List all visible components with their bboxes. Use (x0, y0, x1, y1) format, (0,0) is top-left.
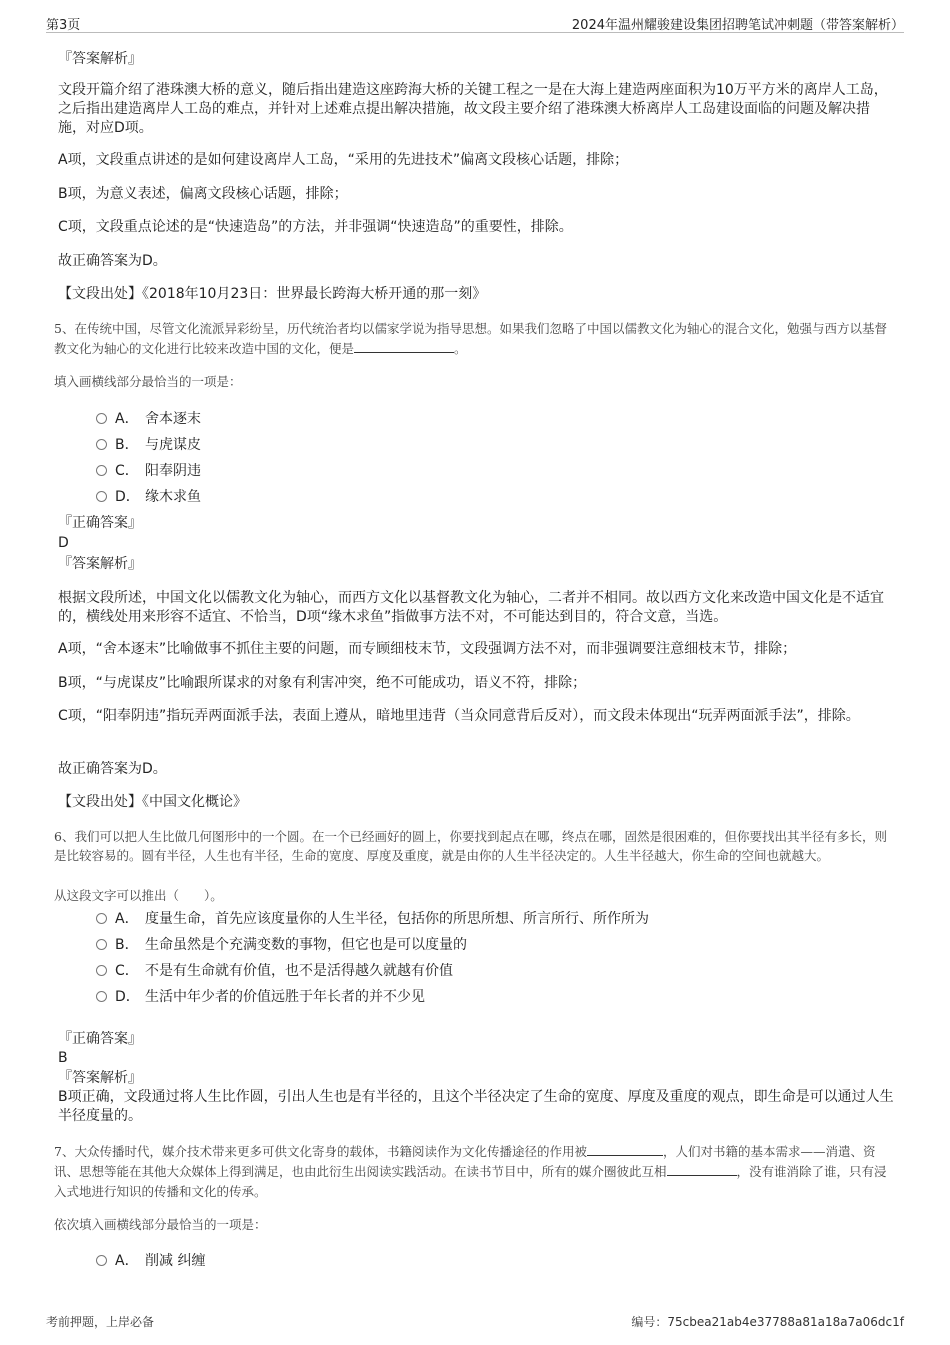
q5-prompt: 填入画横线部分最恰当的一项是： (54, 374, 242, 389)
q5-source: 【文段出处】《中国文化概论》 (58, 794, 247, 810)
radio-icon[interactable] (96, 965, 107, 976)
q7-blank-2 (667, 1162, 737, 1176)
q7-prompt: 依次填入画横线部分最恰当的一项是： (54, 1217, 267, 1232)
prev-option-b-analysis: B项，为意义表述，偏离文段核心话题，排除； (58, 186, 348, 202)
q6-answer-label: 『正确答案』 (58, 1031, 142, 1047)
radio-icon[interactable] (96, 913, 107, 924)
q5-answer-label: 『正确答案』 (58, 515, 142, 531)
q6-option-d[interactable]: D． 生活中年少者的价值远胜于年长者的并不少见 (96, 987, 425, 1007)
footer-code: 编号：75cbea21ab4e37788a81a18a7a06dc1f (631, 1315, 904, 1329)
q6-jiexi-label: 『答案解析』 (58, 1070, 142, 1086)
page-header (46, 14, 904, 33)
q6-option-c[interactable]: C． 不是有生命就有价值，也不是活得越久就越有价值 (96, 961, 453, 981)
prev-jiexi-label: 『答案解析』 (58, 51, 142, 67)
q5-option-c-analysis: C项，“阳奉阴违”指玩弄两面派手法，表面上遵从，暗地里违背（当众同意背后反对），而文段未体现出“玩弄两面派手法”，排除。 (58, 708, 860, 724)
q6-jiexi: B项正确，文段通过将人生比作圆，引出人生也是有半径的，且这个半径决定了生命的宽度、厚度及重度的观点，即生命是可以通过人生半径度量的。 (58, 1089, 894, 1124)
prev-answer-line: 故正确答案为D。 (58, 253, 167, 269)
q5-option-b[interactable]: B． 与虎谋皮 (96, 435, 201, 455)
q5-answer-line: 故正确答案为D。 (58, 761, 167, 777)
q6-option-a[interactable]: A． 度量生命，首先应该度量你的人生半径，包括你的所思所想、所言所行、所作所为 (96, 909, 649, 929)
prev-source: 【文段出处】《2018年10月23日：世界最长跨海大桥开通的那一刻》 (58, 286, 487, 302)
q6-option-b[interactable]: B． 生命虽然是个充满变数的事物，但它也是可以度量的 (96, 935, 467, 955)
q5-option-a-analysis: A项，“舍本逐末”比喻做事不抓住主要的问题，而专顾细枝末节，文段强调方法不对，而非强调要注意细枝末节，排除； (58, 641, 797, 657)
prev-option-a-analysis: A项，文段重点讲述的是如何建设离岸人工岛，“采用的先进技术”偏离文段核心话题，排除； (58, 152, 629, 168)
radio-icon[interactable] (96, 1255, 107, 1266)
q7-stem: 7、大众传播时代，媒介技术带来更多可供文化寄身的载体，书籍阅读作为文化传播途径的作用被 ，人们对书籍的基本需求——消遣、资讯、思想等能在其他大众媒体上得到满足，也由此衍生出阅读实践活动。在读书节目中，所有的媒介圈彼此互相 ，没有谁消除了谁，只有浸入式地进行知识的传播和文化的传承。 (54, 1144, 887, 1199)
page-footer (46, 1313, 904, 1331)
radio-icon[interactable] (96, 991, 107, 1002)
page-number: 第3页 (46, 18, 81, 33)
footer-slogan: 考前押题，上岸必备 (46, 1315, 155, 1329)
q6-stem: 6、我们可以把人生比做几何图形中的一个圆。在一个已经画好的圆上，你要找到起点在哪，终点在哪，固然是很困难的，但你要找出其半径有多长，则是比较容易的。圆有半径，人生也有半径，生命的宽度、厚度及重度，就是由你的人生半径决定的。人生半径越大，你生命的空间也就越大。 (54, 829, 887, 863)
q6-prompt: 从这段文字可以推出（ ）。 (54, 888, 223, 903)
q5-answer: D (58, 535, 69, 551)
q5-option-a[interactable]: A． 舍本逐末 (96, 409, 201, 429)
radio-icon[interactable] (96, 439, 107, 450)
q7-option-a[interactable]: A． 削减 纠缠 (96, 1251, 205, 1271)
radio-icon[interactable] (96, 939, 107, 950)
q5-option-d[interactable]: D． 缘木求鱼 (96, 487, 201, 507)
q5-option-b-analysis: B项，“与虎谋皮”比喻跟所谋求的对象有利害冲突，绝不可能成功，语义不符，排除； (58, 675, 587, 691)
prev-option-c-analysis: C项，文段重点论述的是“快速造岛”的方法，并非强调“快速造岛”的重要性，排除。 (58, 219, 573, 235)
radio-icon[interactable] (96, 491, 107, 502)
document-title: 2024年温州耀骏建设集团招聘笔试冲刺题（带答案解析） (571, 18, 904, 33)
prev-jiexi-para: 文段开篇介绍了港珠澳大桥的意义，随后指出建造这座跨海大桥的关键工程之一是在大海上建造两座面积为10万平方米的离岸人工岛，之后指出建造离岸人工岛的难点，并针对上述难点提出解决措施，故文段主要介绍了港珠澳大桥离岸人工岛建设面临的问题及解决措施，对应D项。 (58, 82, 888, 136)
q5-jiexi-label: 『答案解析』 (58, 556, 142, 572)
q7-blank-1 (587, 1142, 663, 1156)
q5-stem: 5、在传统中国，尽管文化流派异彩纷呈，历代统治者均以儒家学说为指导思想。如果我们忽略了中国以儒教文化为轴心的混合文化，勉强与西方以基督教文化为轴心的文化进行比较来改造中国的文化，便是 。 (54, 321, 887, 356)
q5-option-c[interactable]: C． 阳奉阴违 (96, 461, 201, 481)
q6-answer: B (58, 1050, 68, 1066)
radio-icon[interactable] (96, 465, 107, 476)
radio-icon[interactable] (96, 413, 107, 424)
q5-blank (354, 339, 454, 353)
q5-jiexi-para: 根据文段所述，中国文化以儒教文化为轴心，而西方文化以基督教文化为轴心，二者并不相同。故以西方文化来改造中国文化是不适宜的，横线处用来形容不适宜、不恰当，D项“缘木求鱼”指做事方法不对，不可能达到目的，符合文意，当选。 (58, 590, 884, 625)
